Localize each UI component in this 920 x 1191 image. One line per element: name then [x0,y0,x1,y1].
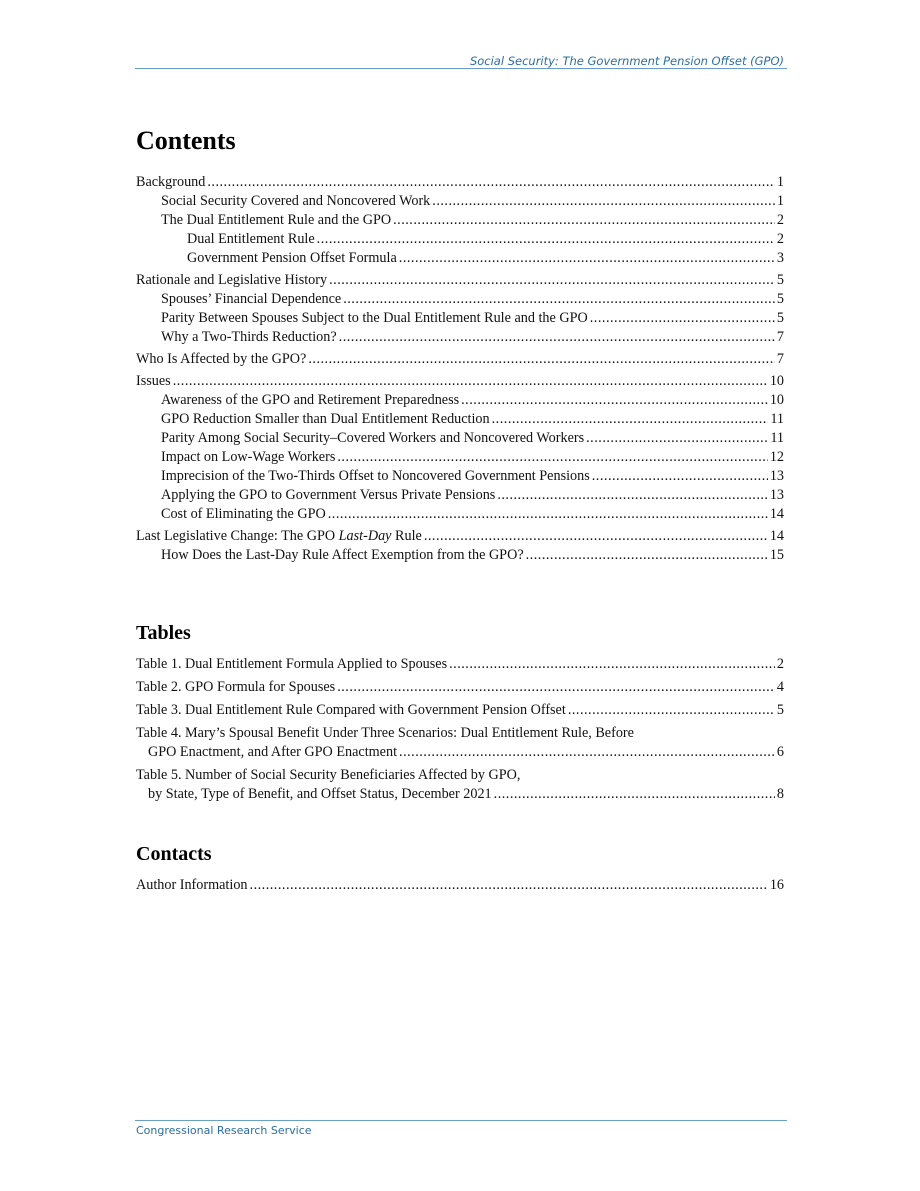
toc-entry-title [187,249,397,268]
dot-leader [399,743,775,762]
toc-entry-page: 15 [769,547,784,563]
table-entry-page: 8 [776,786,784,802]
dot-leader [399,249,775,268]
running-header: Social Security: The Government Pension Offset (GPO) [469,54,784,68]
toc-entry-page: 3 [776,250,784,266]
dot-leader [497,486,768,505]
table-entry-title-line1: Table 4. Mary’s Spousal Benefit Under Three Scenarios: Dual Entitlement Rule, Before [136,725,634,741]
toc-entry[interactable] [136,271,784,290]
dot-leader [317,230,775,249]
toc-entry-title [161,328,337,347]
toc-entry-page: 5 [776,310,784,326]
contacts-heading: Contacts [136,843,212,865]
dot-leader [250,876,768,895]
dot-leader [526,546,768,565]
toc-entry-page: 1 [776,193,784,209]
toc-entry[interactable] [136,309,784,328]
table-entry-continuation [136,785,784,804]
table-list-entry[interactable] [136,678,784,697]
toc-entry[interactable] [136,328,784,347]
toc-entry-page: 7 [776,329,784,345]
toc-entry[interactable] [136,486,784,505]
dot-leader [308,350,775,369]
toc-entry-title [161,429,584,448]
toc-entry[interactable] [136,527,784,546]
toc-entry-page: 10 [769,392,784,408]
dot-leader [492,410,769,429]
table-list-entry[interactable] [136,655,784,674]
toc-entry-title-text: Imprecision of the Two-Thirds Offset to Noncovered Government Pensions [161,468,590,484]
toc-entry-page: 10 [769,373,784,389]
dot-leader [337,448,767,467]
dot-leader [461,391,768,410]
toc-entry-title-text: Spouses’ Financial Dependence [161,291,342,307]
table-entry-row [136,655,784,674]
toc-entry[interactable] [136,505,784,524]
table-entry-row [136,701,784,720]
toc-entry[interactable] [136,391,784,410]
toc-entry-page: 11 [770,430,784,446]
toc-entry-title-text: Rationale and Legislative History [136,272,328,288]
toc-entry-page: 7 [776,351,784,367]
toc-entry-title [136,271,327,290]
table-entry-page: 5 [776,702,784,718]
toc-entry[interactable] [136,290,784,309]
toc-entry[interactable] [136,192,784,211]
toc-entry-page: 13 [769,468,784,484]
table-entry-title-line2: GPO Enactment, and After GPO Enactment [148,744,398,760]
dot-leader [337,678,775,697]
toc-entry-title-text: Cost of Eliminating the GPO [161,506,326,522]
table-list-entry[interactable] [136,701,784,720]
dot-leader [343,290,775,309]
toc-entry-title-text: Applying the GPO to Government Versus Private Pensions [161,487,496,503]
toc-entry-title-text: Parity Among Social Security–Covered Workers and Noncovered Workers [161,430,585,446]
toc-entry-page: 5 [776,291,784,307]
toc-entry-title-text: How Does the Last-Day Rule Affect Exemption from the GPO? [161,547,524,563]
dot-leader [592,467,768,486]
contacts-list [136,876,784,895]
toc-entry-page: 5 [776,272,784,288]
toc-entry[interactable] [136,410,784,429]
toc-entry-page: 12 [769,449,784,465]
tables-list [136,655,784,804]
toc-entry-title-text: Social Security Covered and Noncovered Work [161,193,431,209]
dot-leader [173,372,768,391]
toc-entry[interactable] [136,372,784,391]
toc-entry-page: 2 [776,231,784,247]
toc-entry-title-text: Government Pension Offset Formula [187,250,397,266]
dot-leader [432,192,775,211]
toc-entry-title-text: Parity Between Spouses Subject to the Dual Entitlement Rule and the GPO [161,310,588,326]
toc-entry-title-text: Issues [136,373,171,389]
toc-entry-title [161,290,341,309]
toc-entry-title [161,448,335,467]
footer-divider [135,1120,787,1121]
toc-entry-title-text: Background [136,174,206,190]
toc-entry-page: 13 [769,487,784,503]
toc-entry-title [161,211,391,230]
toc-entry-title-text: Last Legislative Change: The GPO [136,528,339,544]
toc-entry-title-italic: Last-Day [338,528,392,544]
toc-entry-title [161,467,590,486]
contacts-entry-page: 16 [769,877,784,893]
footer-organization: Congressional Research Service [136,1124,312,1137]
toc-entry-page: 1 [776,174,784,190]
toc-entry-title-suffix: Rule [391,528,422,544]
toc-entry-title [161,192,430,211]
table-entry-continuation [136,743,784,762]
toc-entry-page: 2 [776,212,784,228]
toc-entry-title [136,527,422,546]
toc-entry-title-text: Why a Two-Thirds Reduction? [161,329,337,345]
toc-entry-title [161,391,459,410]
toc-entry[interactable] [136,546,784,565]
toc-entry-title [161,309,588,328]
contacts-entry[interactable] [136,876,784,895]
toc-entry-title-text: Awareness of the GPO and Retirement Preparedness [161,392,460,408]
dot-leader [393,211,775,230]
toc-entry-title [136,372,171,391]
dot-leader [424,527,768,546]
table-entry-page: 2 [776,656,784,672]
header-divider [135,68,787,69]
table-entry-title-line1: Table 5. Number of Social Security Beneficiaries Affected by GPO, [136,767,521,783]
toc-entry-title-text: Dual Entitlement Rule [187,231,315,247]
table-entry-title: Table 2. GPO Formula for Spouses [136,679,336,695]
toc-entry-title [161,486,495,505]
table-list-entry[interactable] [136,766,784,804]
contacts-entry-title: Author Information [136,877,248,893]
toc-entry-title [161,546,524,565]
dot-leader [494,785,775,804]
toc-entry-title [136,350,306,369]
table-entry-title: Table 1. Dual Entitlement Formula Applied to Spouses [136,656,448,672]
table-entry-title-line2: by State, Type of Benefit, and Offset Status, December 2021 [148,786,492,802]
toc-entry[interactable] [136,467,784,486]
toc-entry-title [161,505,326,524]
dot-leader [590,309,775,328]
toc-entry-page: 14 [769,506,784,522]
toc-entry-page: 14 [769,528,784,544]
contents-list [136,173,784,565]
toc-entry[interactable] [136,230,784,249]
table-list-entry[interactable] [136,724,784,762]
toc-entry-title-text: GPO Reduction Smaller than Dual Entitlement Reduction [161,411,490,427]
table-entry-row [136,678,784,697]
toc-entry-title-text: The Dual Entitlement Rule and the GPO [161,212,392,228]
dot-leader [328,505,768,524]
dot-leader [568,701,775,720]
dot-leader [207,173,775,192]
toc-entry[interactable] [136,249,784,268]
dot-leader [586,429,768,448]
toc-entry-title [136,173,205,192]
toc-entry-page: 11 [770,411,784,427]
toc-entry[interactable] [136,429,784,448]
dot-leader [339,328,775,347]
toc-entry[interactable] [136,350,784,369]
table-entry-page: 4 [776,679,784,695]
toc-entry[interactable] [136,173,784,192]
toc-entry[interactable] [136,211,784,230]
dot-leader [449,655,775,674]
toc-entry-title [161,410,490,429]
table-entry-page: 6 [776,744,784,760]
toc-entry-title-text: Impact on Low-Wage Workers [161,449,336,465]
toc-entry[interactable] [136,448,784,467]
table-entry-title: Table 3. Dual Entitlement Rule Compared with Government Pension Offset [136,702,566,718]
contents-heading: Contents [136,126,236,155]
toc-entry-title [187,230,315,249]
dot-leader [329,271,775,290]
tables-heading: Tables [136,622,191,644]
toc-entry-title-text: Who Is Affected by the GPO? [136,351,307,367]
